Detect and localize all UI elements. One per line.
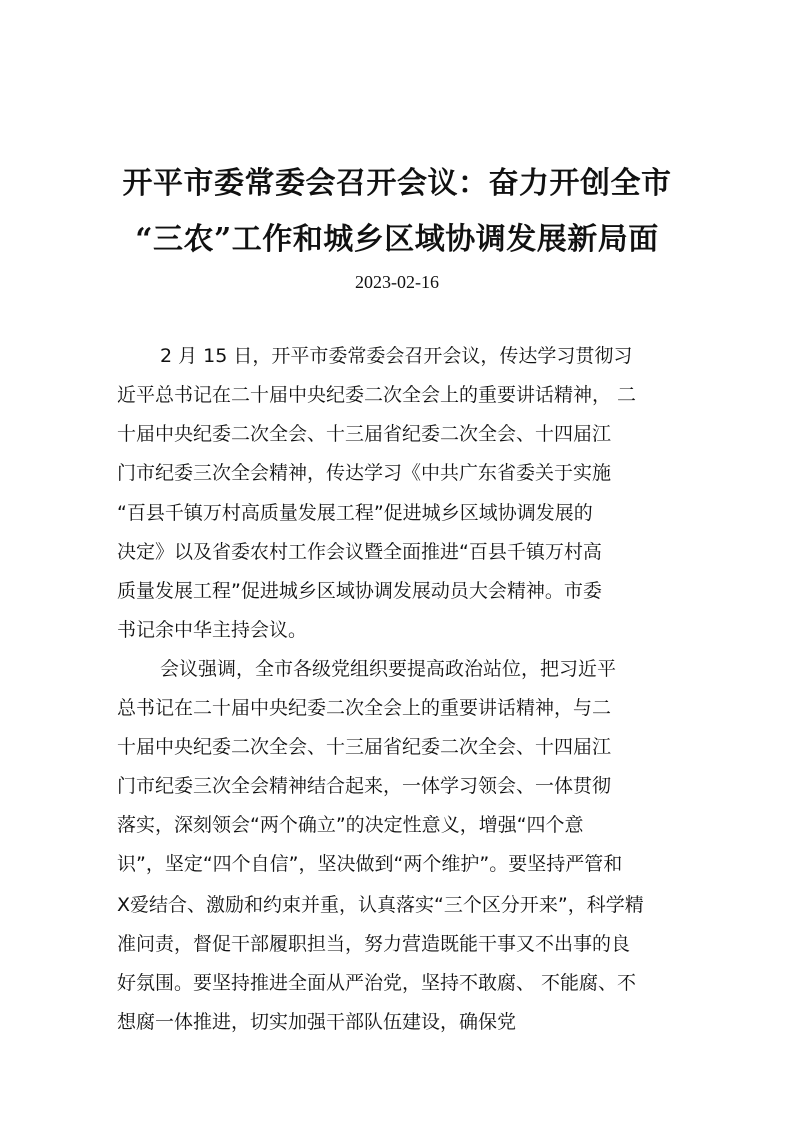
paragraph-2-line: 十届中央纪委二次全会、十三届省纪委二次全会、十四届江 [117,736,612,758]
paragraph-1-line: 门市纪委三次全会精神，传达学习《中共广东省委关于实施 [117,462,612,484]
article-title-line-1: 开平市委常委会召开会议：奋力开创全市 [122,166,672,201]
paragraph-2-line: 准问责，督促干部履职担当，努力营造既能干事又不出事的良 [117,933,631,955]
paragraph-1-line: 质量发展工程”促进城乡区域协调发展动员大会精神。市委 [117,580,602,602]
paragraph-1-line: 决定》以及省委农村工作会议暨全面推进“百县千镇万村高 [117,541,602,563]
paragraph-2-line: X爱结合、激励和约束并重，认真落实“三个区分开来”，科学精 [117,894,644,916]
paragraph-1-line: 十届中央纪委二次全会、十三届省纪委二次全会、十四届江 [117,423,612,445]
paragraph-2-line: 识”，坚定“四个自信”，坚决做到“两个维护”。要坚持严管和 [117,853,623,875]
paragraph-1-line: 书记余中华主持会议。 [117,619,308,641]
paragraph-2-line: 好氛围。要坚持推进全面从严治党，坚持不敢腐、 不能腐、不 [117,972,637,994]
paragraph-2-line: 总书记在二十届中央纪委二次全会上的重要讲话精神，与二 [117,697,612,719]
paragraph-1-line: “百县千镇万村高质量发展工程”促进城乡区域协调发展的 [117,502,593,524]
paragraph-2-line: 门市纪委三次全会精神结合起来，一体学习领会、一体贯彻 [117,775,612,797]
paragraph-2-line: 想腐一体推进，切实加强干部队伍建设，确保党 [117,1011,517,1033]
paragraph-2-line: 会议强调，全市各级党组织要提高政治站位，把习近平 [160,658,617,680]
paragraph-1-line: 2 月 15 日，开平市委常委会召开会议，传达学习贯彻习 [160,345,633,367]
article-title-line-2: “三农”工作和城乡区域协调发展新局面 [135,222,659,257]
paragraph-1-line: 近平总书记在二十届中央纪委二次全会上的重要讲话精神， 二 [117,384,637,406]
paragraph-2-line: 落实，深刻领会“两个确立”的决定性意义，增强“四个意 [117,814,584,836]
publish-date: 2023-02-16 [355,272,439,292]
